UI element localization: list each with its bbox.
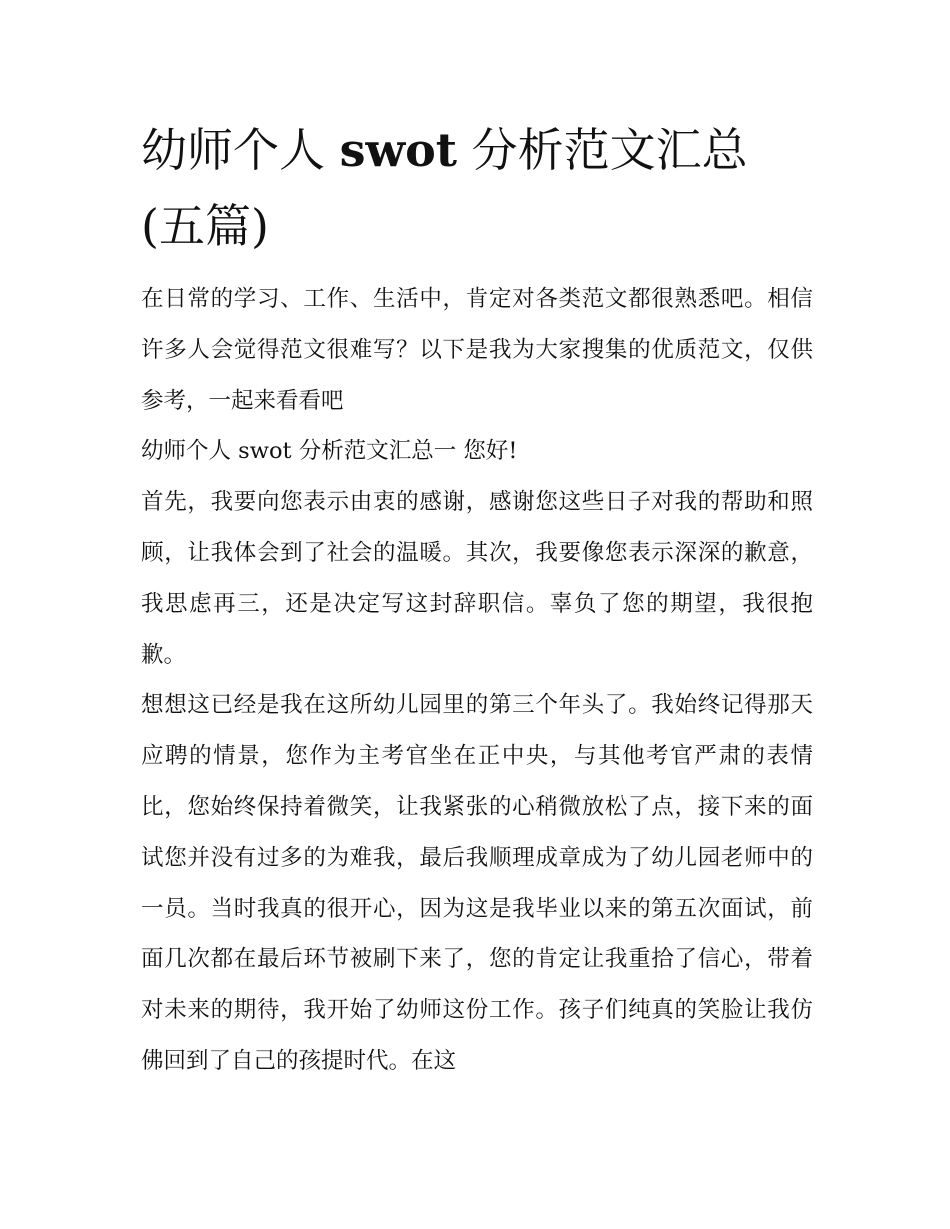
paragraph-memories: 想想这已经是我在这所幼儿园里的第三个年头了。我始终记得那天应聘的情景，您作为主考官坐在正中央，与其他考官严肃的表情比，您始终保持着微笑，让我紧张的心稍微放松了点，接下来的面试您并没有过多的为难我，最后我顺理成章成为了幼儿园老师中的一员。当时我真的很开心，因为这是我毕业以来的第五次面试，前面几次都在最后环节被刷下来了，您的肯定让我重拾了信心，带着对未来的期待，我开始了幼师这份工作。孩子们纯真的笑脸让我仿佛回到了自己的孩提时代。在这 bbox=[141, 692, 813, 1074]
paragraph-gratitude: 首先，我要向您表示由衷的感谢，感谢您这些日子对我的帮助和照顾，让我体会到了社会的温暖。其次，我要像您表示深深的歉意，我思虑再三，还是决定写这封辞职信。辜负了您的期望，我很抱歉。 bbox=[141, 489, 813, 668]
document-title bbox=[141, 112, 813, 264]
document-body bbox=[141, 112, 813, 1087]
title-part-1: 幼师个人 bbox=[141, 123, 340, 177]
title-part-2: 分析范文汇总 bbox=[457, 123, 748, 177]
paragraph-section-heading: 幼师个人 swot 分析范文汇总一 您好! bbox=[141, 438, 518, 465]
title-line-2: (五篇) bbox=[141, 199, 269, 253]
title-latin: swot bbox=[339, 123, 458, 177]
paragraph-intro: 在日常的学习、工作、生活中，肯定对各类范文都很熟悉吧。相信许多人会觉得范文很难写？以下是我为大家搜集的优质范文，仅供参考，一起来看看吧 bbox=[141, 286, 813, 414]
